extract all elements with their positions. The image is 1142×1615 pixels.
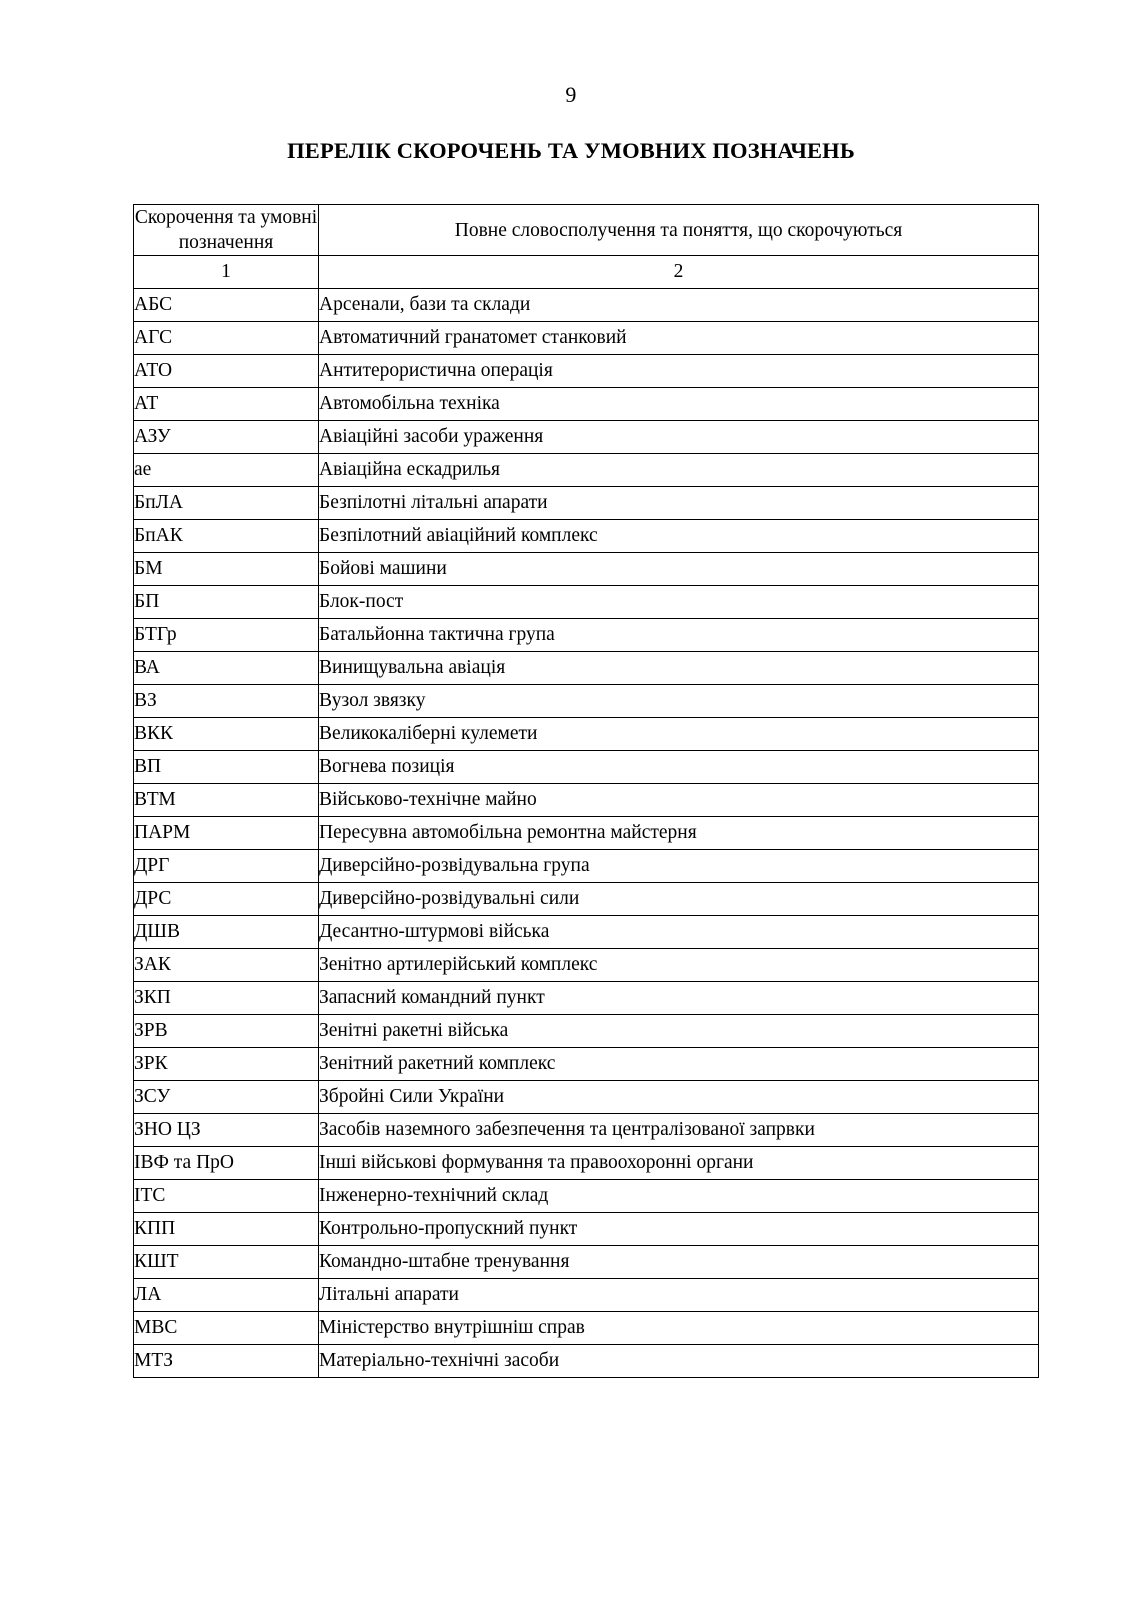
table-row: [134, 1213, 1039, 1246]
table-row: [134, 553, 1039, 586]
cell-abbreviation: ПАРМ: [134, 817, 319, 850]
column-header-abbreviation: Скорочення та умовні позначення: [134, 205, 319, 256]
table-row: [134, 685, 1039, 718]
table-row: [134, 1015, 1039, 1048]
cell-abbreviation: ДРС: [134, 883, 319, 916]
cell-full-phrase: Автомобільна техніка: [319, 388, 1039, 421]
cell-abbreviation: БП: [134, 586, 319, 619]
table-row: [134, 1114, 1039, 1147]
table-row: [134, 1345, 1039, 1378]
cell-abbreviation: БпЛА: [134, 487, 319, 520]
table-row: [134, 421, 1039, 454]
cell-full-phrase: Арсенали, бази та склади: [319, 289, 1039, 322]
column-number-1: 1: [134, 256, 319, 289]
table-row: [134, 1081, 1039, 1114]
table-row: [134, 949, 1039, 982]
table-row: [134, 784, 1039, 817]
cell-abbreviation: ае: [134, 454, 319, 487]
table-row: [134, 1279, 1039, 1312]
cell-abbreviation: ЗНО ЦЗ: [134, 1114, 319, 1147]
cell-abbreviation: ВТМ: [134, 784, 319, 817]
table-column-number-row: [134, 256, 1039, 289]
page-number: 9: [565, 82, 577, 107]
table-row: [134, 619, 1039, 652]
cell-full-phrase: Пересувна автомобільна ремонтна майстерня: [319, 817, 1039, 850]
table-row: [134, 586, 1039, 619]
cell-abbreviation: МВС: [134, 1312, 319, 1345]
cell-full-phrase: Інженерно-технічний склад: [319, 1180, 1039, 1213]
cell-full-phrase: Командно-штабне тренування: [319, 1246, 1039, 1279]
cell-full-phrase: Батальйонна тактична група: [319, 619, 1039, 652]
table-row: [134, 850, 1039, 883]
table-row: [134, 1147, 1039, 1180]
table-row: [134, 883, 1039, 916]
cell-abbreviation: БТГр: [134, 619, 319, 652]
cell-abbreviation: БМ: [134, 553, 319, 586]
table-row: [134, 487, 1039, 520]
table-row: [134, 652, 1039, 685]
cell-full-phrase: Великокаліберні кулемети: [319, 718, 1039, 751]
abbreviations-table: [133, 204, 1039, 1378]
cell-full-phrase: Зенітно артилерійський комплекс: [319, 949, 1039, 982]
table-row: [134, 388, 1039, 421]
cell-full-phrase: Контрольно-пропускний пункт: [319, 1213, 1039, 1246]
cell-full-phrase: Вогнева позиція: [319, 751, 1039, 784]
table-row: [134, 817, 1039, 850]
cell-full-phrase: Літальні апарати: [319, 1279, 1039, 1312]
cell-full-phrase: Авіаційна ескадрилья: [319, 454, 1039, 487]
cell-abbreviation: ДШВ: [134, 916, 319, 949]
cell-full-phrase: Десантно-штурмові війська: [319, 916, 1039, 949]
cell-abbreviation: КПП: [134, 1213, 319, 1246]
cell-abbreviation: АБС: [134, 289, 319, 322]
cell-abbreviation: ЛА: [134, 1279, 319, 1312]
cell-abbreviation: ІВФ та ПрО: [134, 1147, 319, 1180]
table-header: [134, 205, 1039, 289]
cell-abbreviation: АЗУ: [134, 421, 319, 454]
cell-full-phrase: Міністерство внутрішніш справ: [319, 1312, 1039, 1345]
table-row: [134, 322, 1039, 355]
table-header-row: [134, 205, 1039, 256]
cell-full-phrase: Безпілотні літальні апарати: [319, 487, 1039, 520]
cell-full-phrase: Інші військові формування та правоохоронні органи: [319, 1147, 1039, 1180]
cell-full-phrase: Засобів наземного забезпечення та централізованої запрвки: [319, 1114, 1039, 1147]
table-row: [134, 454, 1039, 487]
table-body: [134, 289, 1039, 1378]
cell-full-phrase: Збройні Сили України: [319, 1081, 1039, 1114]
table-row: [134, 718, 1039, 751]
page-title: ПЕРЕЛІК СКОРОЧЕНЬ ТА УМОВНИХ ПОЗНАЧЕНЬ: [287, 138, 855, 163]
cell-abbreviation: БпАК: [134, 520, 319, 553]
cell-abbreviation: ЗКП: [134, 982, 319, 1015]
cell-full-phrase: Бойові машини: [319, 553, 1039, 586]
cell-abbreviation: ДРГ: [134, 850, 319, 883]
column-header-full-phrase: Повне словосполучення та поняття, що скорочуються: [319, 205, 1039, 256]
table-row: [134, 355, 1039, 388]
table-row: [134, 1180, 1039, 1213]
cell-full-phrase: Зенітний ракетний комплекс: [319, 1048, 1039, 1081]
cell-full-phrase: Вузол звязку: [319, 685, 1039, 718]
cell-full-phrase: Блок-пост: [319, 586, 1039, 619]
cell-full-phrase: Безпілотний авіаційний комплекс: [319, 520, 1039, 553]
cell-abbreviation: ЗСУ: [134, 1081, 319, 1114]
cell-abbreviation: ВЗ: [134, 685, 319, 718]
cell-abbreviation: ЗРК: [134, 1048, 319, 1081]
cell-abbreviation: КШТ: [134, 1246, 319, 1279]
table-row: [134, 982, 1039, 1015]
cell-abbreviation: ВКК: [134, 718, 319, 751]
cell-abbreviation: ЗРВ: [134, 1015, 319, 1048]
cell-abbreviation: ВП: [134, 751, 319, 784]
table-row: [134, 751, 1039, 784]
table-row: [134, 520, 1039, 553]
cell-full-phrase: Винищувальна авіація: [319, 652, 1039, 685]
column-number-2: 2: [319, 256, 1039, 289]
table-row: [134, 1312, 1039, 1345]
abbreviations-table-container: [133, 204, 1038, 1378]
cell-abbreviation: ІТС: [134, 1180, 319, 1213]
cell-full-phrase: Військово-технічне майно: [319, 784, 1039, 817]
cell-abbreviation: АТО: [134, 355, 319, 388]
cell-abbreviation: ЗАК: [134, 949, 319, 982]
cell-full-phrase: Диверсійно-розвідувальні сили: [319, 883, 1039, 916]
cell-abbreviation: ВА: [134, 652, 319, 685]
table-row: [134, 1246, 1039, 1279]
cell-full-phrase: Авіаційні засоби ураження: [319, 421, 1039, 454]
cell-abbreviation: МТЗ: [134, 1345, 319, 1378]
cell-full-phrase: Диверсійно-розвідувальна група: [319, 850, 1039, 883]
cell-full-phrase: Антитерористична операція: [319, 355, 1039, 388]
cell-full-phrase: Зенітні ракетні війська: [319, 1015, 1039, 1048]
table-row: [134, 289, 1039, 322]
cell-abbreviation: АГС: [134, 322, 319, 355]
table-row: [134, 916, 1039, 949]
table-row: [134, 1048, 1039, 1081]
cell-full-phrase: Автоматичний гранатомет станковий: [319, 322, 1039, 355]
cell-full-phrase: Матеріально-технічні засоби: [319, 1345, 1039, 1378]
cell-abbreviation: АТ: [134, 388, 319, 421]
cell-full-phrase: Запасний командний пункт: [319, 982, 1039, 1015]
